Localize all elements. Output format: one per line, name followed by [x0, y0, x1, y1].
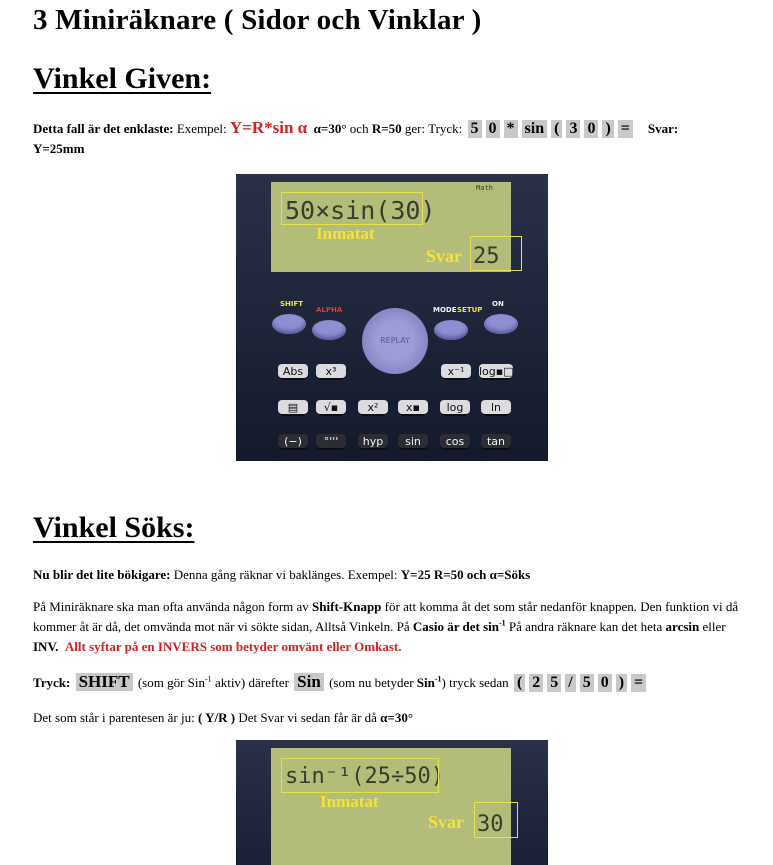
key2-close-paren: ): [616, 674, 627, 692]
x-power-key: x▪: [398, 400, 428, 416]
input-highlight-box-2: [281, 758, 439, 793]
svar-label: Svar:: [647, 121, 679, 136]
key-sin-2: Sin: [294, 673, 324, 691]
degree-key: °''': [316, 434, 346, 450]
display-result-2: 30: [477, 812, 504, 837]
p1-text: Denna gång räknar vi baklänges. Exempel:: [170, 567, 401, 582]
p1-bold: Nu blir det lite bökigare:: [33, 567, 171, 582]
formula: Y=R*sin α: [229, 118, 308, 137]
input-highlight-box-1: [281, 192, 423, 225]
svar-value: Y=25mm: [33, 141, 85, 156]
result-highlight-box-2: [474, 802, 518, 838]
p3-a: (som gör Sin: [134, 675, 206, 690]
key-5: 5: [468, 120, 482, 138]
p3-a2: aktiv) därefter: [211, 675, 293, 690]
p4-a: Det som står i parentesen är ju:: [33, 710, 198, 725]
math-indicator: Math: [476, 184, 493, 192]
key-close-paren: ): [602, 120, 613, 138]
replay-pad: [362, 308, 428, 374]
ger-text: ger: Tryck:: [401, 121, 466, 136]
p3-tryck: Tryck:: [33, 675, 71, 690]
p3-sin2: Sin: [416, 675, 435, 690]
key-0: 0: [486, 120, 500, 138]
sup-minus1-c: -1: [434, 674, 442, 684]
x-cubed-key: x³: [316, 364, 346, 380]
p2-shift: Shift-Knapp: [312, 599, 382, 614]
p2-arcsin: arcsin: [665, 619, 700, 634]
svar-label-1: Svar: [426, 246, 462, 266]
ln-key: ln: [481, 400, 511, 416]
lead-bold: Detta fall är det enklaste:: [33, 121, 174, 136]
key2-open-paren: (: [514, 674, 525, 692]
key2-0: 0: [598, 674, 612, 692]
abs-key: Abs: [278, 364, 308, 380]
log-base-key: log▪□: [479, 365, 514, 378]
result-highlight-box-1: [470, 236, 522, 271]
given-alpha: α=30°: [313, 121, 347, 136]
key2-5: 5: [547, 674, 561, 692]
display-result-1: 25: [473, 244, 500, 269]
p2-red: Allt syftar på en INVERS som betyder omvänt eller Omkast.: [64, 639, 402, 654]
p2-a: På Miniräknare ska man ofta använda någon form av: [33, 599, 313, 614]
p2-eller: eller: [699, 619, 726, 634]
calculator-photo-2: [236, 740, 548, 865]
on-key: [484, 314, 518, 334]
shift-label: SHIFT: [280, 300, 304, 308]
key-open-paren: (: [551, 120, 562, 138]
p4-b: Det Svar vi sedan får är då: [235, 710, 381, 725]
key-shift: SHIFT: [76, 673, 133, 691]
key2-2: 2: [529, 674, 543, 692]
p2-b: för att komma åt det som står nedanför knappen. Den funktion vi då kommer åt är då, det omvända mot när vi sökte sidan, Alltså Vinkeln. På: [33, 599, 739, 634]
section-heading-vinkel-soks: Vinkel Söks:: [33, 511, 195, 544]
sqrt-key: √▪: [316, 400, 346, 416]
negative-key: (−): [278, 434, 308, 450]
inmatat-label-1: Inmatat: [316, 224, 375, 243]
p4-yr: ( Y/R ): [197, 710, 236, 725]
calculator-photo-1: [236, 174, 548, 461]
paragraph-tryck: [33, 672, 753, 694]
p3-c: ) tryck sedan: [441, 675, 512, 690]
mode-key: [434, 320, 468, 340]
log-key: log: [440, 400, 470, 416]
key2-divide: /: [565, 674, 575, 692]
tan-key: tan: [481, 434, 511, 450]
key-equals: =: [618, 120, 633, 138]
shift-key: [272, 314, 306, 334]
sin-key: sin: [398, 434, 428, 450]
och-text: och: [346, 121, 372, 136]
p2-casio: Casio är det sin: [412, 619, 499, 634]
p1-example: Y=25 R=50 och α=Söks: [400, 567, 531, 582]
key-0b: 0: [584, 120, 598, 138]
mode-label: MODE: [433, 306, 457, 314]
sup-minus1-b: -1: [205, 674, 212, 684]
display-input-2: sin⁻¹(25÷50): [285, 764, 444, 789]
paragraph-vinkel-given: [33, 118, 753, 159]
cos-key: cos: [440, 434, 470, 450]
inmatat-label-2: Inmatat: [320, 792, 379, 811]
key-3: 3: [566, 120, 580, 138]
x-squared-key: x²: [358, 400, 388, 416]
p2-c: På andra räknare kan det heta: [505, 619, 666, 634]
p4-alpha: α=30°: [380, 710, 414, 725]
section-heading-vinkel-given: Vinkel Given:: [33, 62, 212, 95]
alpha-label: ALPHA: [316, 306, 343, 314]
p3-b: (som nu betyder: [325, 675, 417, 690]
hyp-key: hyp: [358, 434, 388, 450]
fraction-key: ▤: [278, 400, 308, 416]
sup-minus1-a: -1: [498, 618, 506, 628]
setup-label: SETUP: [457, 306, 483, 314]
p2-inv: INV.: [33, 639, 59, 654]
lead-text: Exempel:: [173, 121, 230, 136]
key-sin: sin: [522, 120, 548, 138]
paragraph-parentes: [33, 708, 753, 728]
given-r: R=50: [371, 121, 402, 136]
page-title: 3 Miniräknare ( Sidor och Vinklar ): [33, 4, 482, 36]
paragraph-soks-intro: [33, 565, 753, 585]
paragraph-shift-explanation: [33, 597, 753, 657]
svar-label-2: Svar: [428, 812, 464, 832]
on-label: ON: [492, 300, 504, 308]
replay-label: REPLAY: [375, 321, 415, 361]
alpha-key: [312, 320, 346, 340]
x-inverse-key: x⁻¹: [441, 364, 471, 380]
key2-5b: 5: [580, 674, 594, 692]
display-input-1: 50×sin(30): [285, 196, 436, 225]
key-multiply: *: [504, 120, 518, 138]
key2-equals: =: [631, 674, 646, 692]
